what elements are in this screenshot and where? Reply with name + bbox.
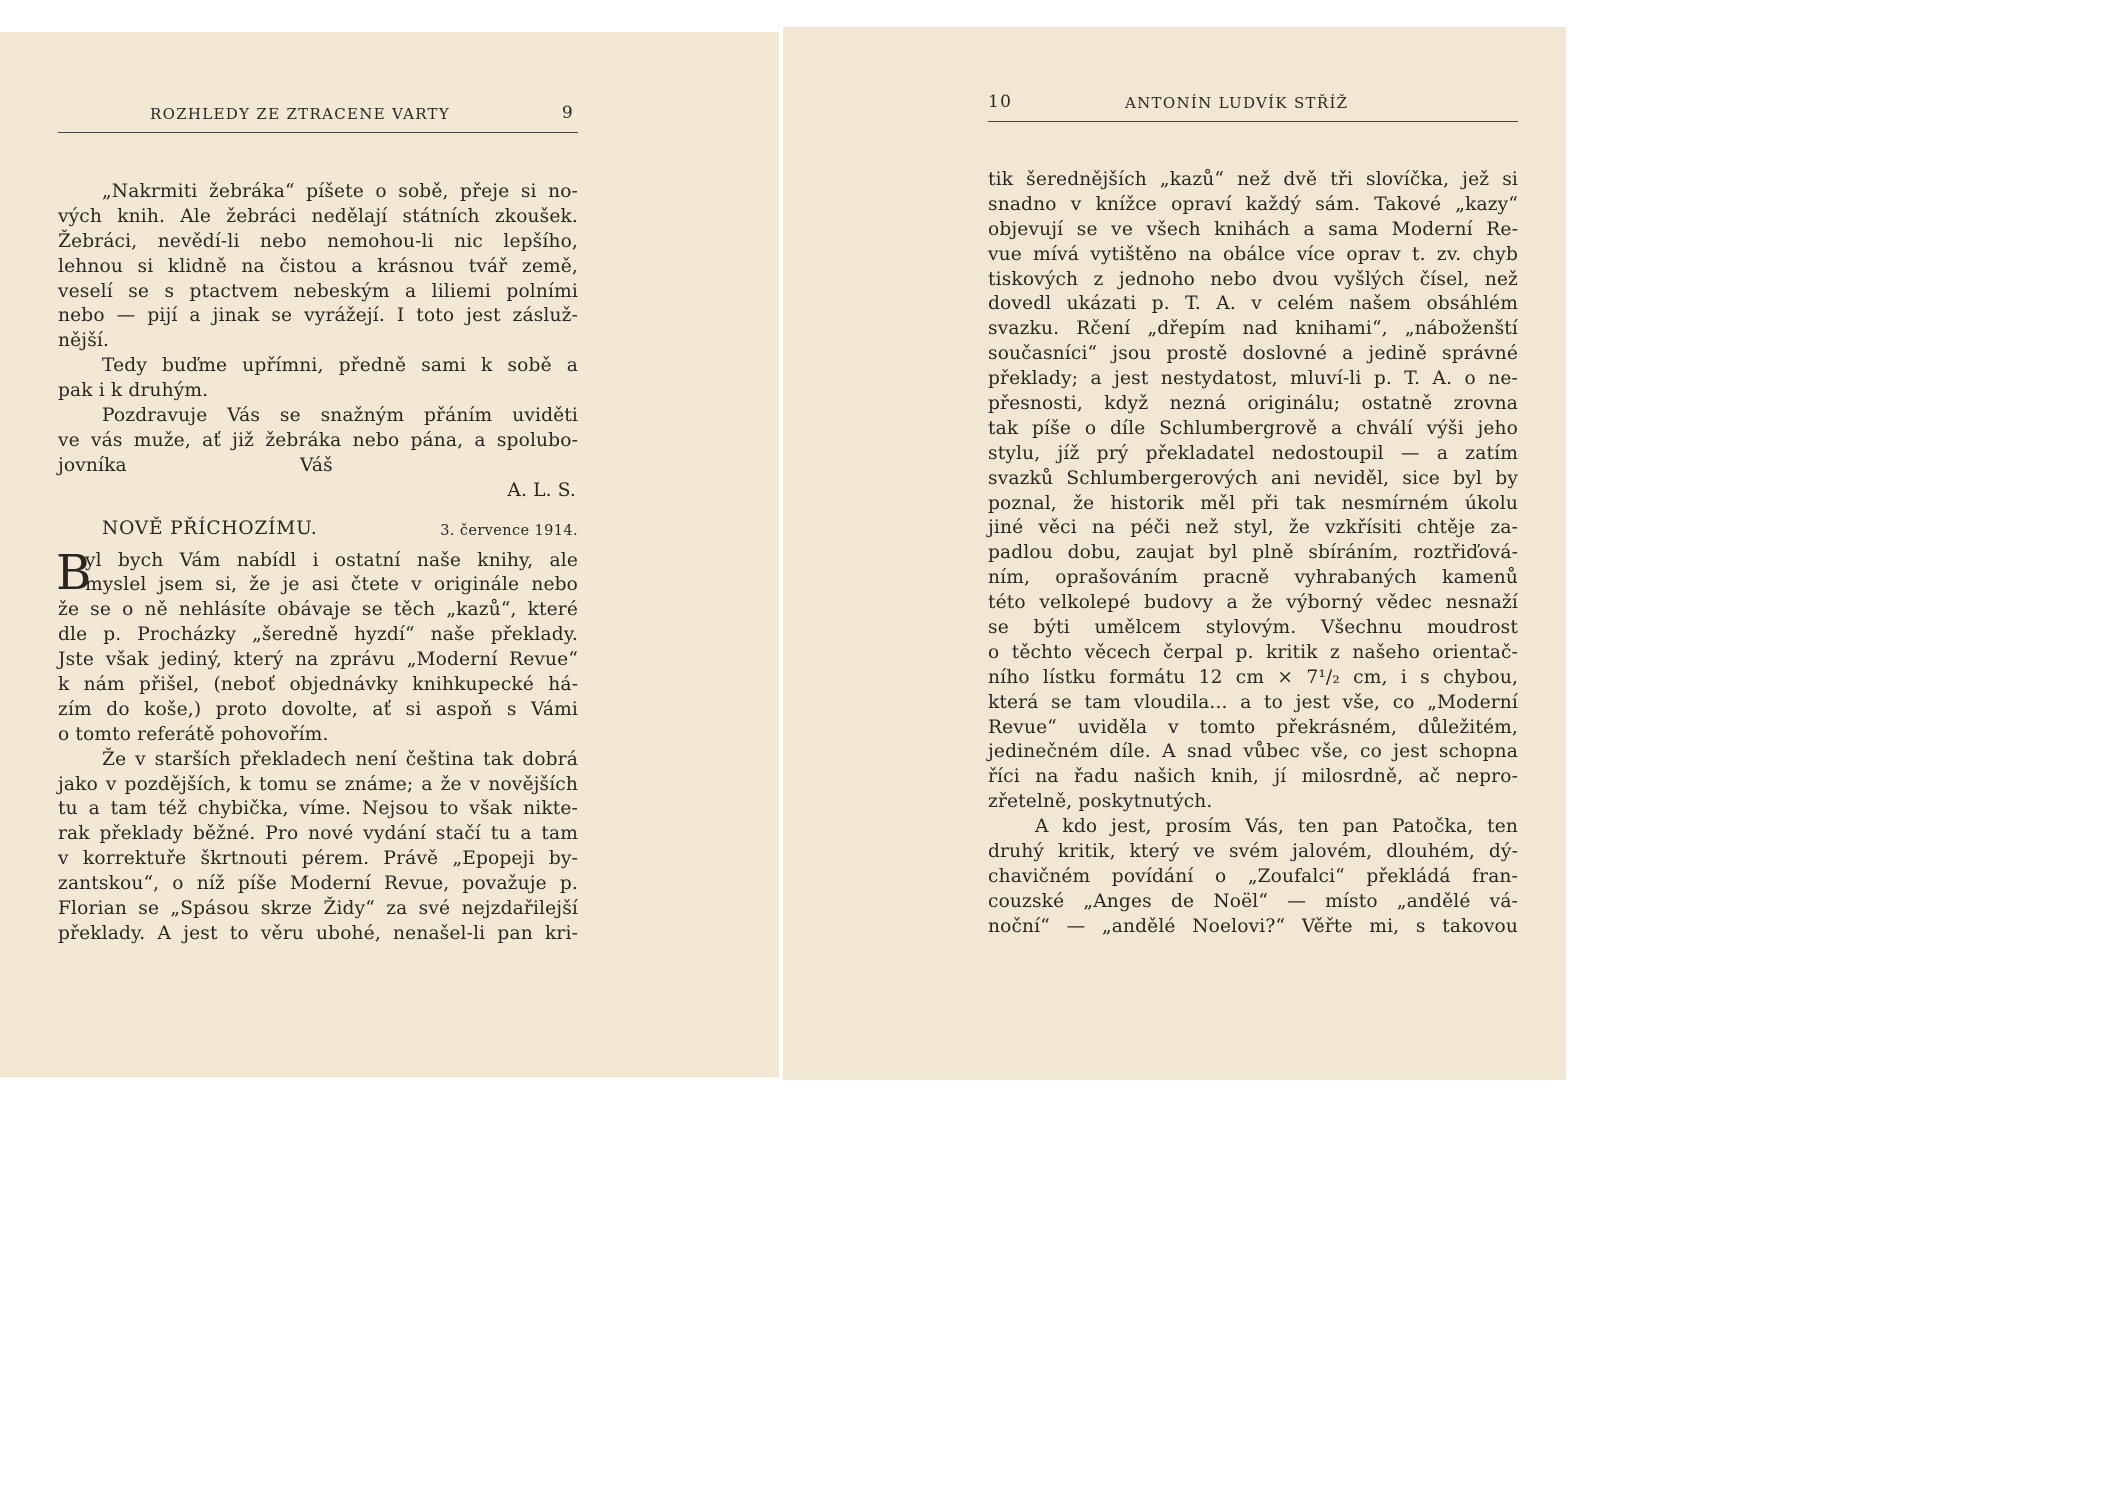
text-line: nější. xyxy=(58,330,110,352)
running-head: ANTONÍN LUDVÍK STŘÍŽ xyxy=(1125,94,1349,112)
left-body-text xyxy=(58,180,578,947)
text-line: zantskou“, o níž píše Moderní Revue, považuje p. xyxy=(58,873,578,895)
page-number: 9 xyxy=(561,103,574,123)
text-line: v korrektuře škrtnouti pérem. Právě „Epopeji by- xyxy=(58,848,578,870)
text-line: k nám přišel, (neboť objednávky knihkupecké há- xyxy=(58,674,578,696)
text-line: padlou dobu, zaujat byl plně sbíráním, roztřiďová- xyxy=(988,542,1518,564)
text-line: tik šerednějších „kazů“ než dvě tři slovíčka, jež si xyxy=(988,169,1518,190)
text-line: jedinečném díle. A snad vůbec vše, co jest schopna xyxy=(988,741,1518,763)
text-line: Tedy buďme upřímni, předně sami k sobě a xyxy=(102,355,578,377)
text-line: která se tam vloudila... a to jest vše, co „Moderní xyxy=(988,691,1518,713)
text-line: dle p. Procházky „šeredně hyzdí“ naše překlady. xyxy=(58,624,578,646)
text-line: stylu, jíž prý překladatel nedostoupil — a zatím xyxy=(988,442,1518,464)
text-line: snadno v knížce opraví každý sám. Takové „kazy“ xyxy=(988,193,1518,215)
text-line: Florian se „Spásou skrze Židy“ za své nejzdařilejší xyxy=(58,898,578,920)
text-line: A kdo jest, prosím Vás, ten pan Patočka, ten xyxy=(1035,816,1518,838)
text-line: lehnou si klidně na čistou a krásnou tvář země, xyxy=(58,255,578,277)
text-line: se býti umělcem stylovým. Všechnu moudrost xyxy=(988,617,1518,639)
text-line: ního lístku formátu 12 cm × 7¹/₂ cm, i s chybou, xyxy=(988,666,1518,688)
text-line: zřetelně, poskytnutých. xyxy=(988,791,1213,813)
drop-cap: B xyxy=(56,544,92,601)
text-line: že se o ně nehlásíte obávaje se těch „kazů“, které xyxy=(58,599,578,621)
text-line: ním, oprašováním pracně vyhrabaných kamenů xyxy=(988,567,1518,589)
right-page xyxy=(783,27,1566,1080)
text-line: druhý kritik, který ve svém jalovém, dlouhém, dý- xyxy=(988,841,1518,863)
text-line: Žebráci, nevědí-li nebo nemohou-li nic lepšího, xyxy=(58,230,578,252)
letter-heading xyxy=(58,513,578,549)
page-number: 10 xyxy=(988,92,1013,112)
text-line xyxy=(58,454,578,479)
text-line: jako v pozdějších, k tomu se známe; a že v novějších xyxy=(58,773,578,795)
right-running-header xyxy=(988,91,1518,122)
text-line: svazků Schlumbergerových ani neviděl, sice byl by xyxy=(988,467,1518,489)
left-running-header xyxy=(58,102,578,133)
text-line: tu a tam též chybička, víme. Nejsou to však nikte- xyxy=(58,798,578,820)
text-line: poznal, že historik měl při tak nesmírném úkolu xyxy=(988,492,1518,514)
text-line: přesnosti, když nezná originálu; ostatně zrovna xyxy=(988,393,1518,415)
text-line: Že v starších překladech není čeština tak dobrá xyxy=(102,748,578,770)
text-line: překlady. A jest to věru ubohé, nenašel-li pan kri- xyxy=(58,922,578,944)
text-line: dovedl ukázati p. T. A. v celém našem obsáhlém xyxy=(988,293,1518,315)
left-page xyxy=(0,32,779,1077)
text-line: současníci“ jsou prostě doslovné a jedině správné xyxy=(988,343,1518,365)
signature: A. L. S. xyxy=(507,479,576,501)
right-body-text xyxy=(988,168,1518,940)
jovnika-word: jovníka xyxy=(58,454,127,476)
text-line: zím do koše,) proto dovolte, ať si aspoň s Vámi xyxy=(58,698,578,720)
text-line: tiskových z jednoho nebo dvou vyšlých čísel, než xyxy=(988,268,1518,290)
text-line: Revue“ uviděla v tomto překrásném, důležitém, xyxy=(988,716,1518,738)
text-line: rak překlady běžné. Pro nové vydání stačí tu a tam xyxy=(58,823,578,845)
text-line: říci na řadu našich knih, jí milosrdně, ač nepro- xyxy=(988,766,1518,788)
text-line: Pozdravuje Vás se snažným přáním uviděti xyxy=(102,405,578,427)
running-head: ROZHLEDY ZE ZTRACENE VARTY xyxy=(150,105,451,123)
text-line: couzské „Anges de Noël“ — místo „andělé vá- xyxy=(988,890,1518,912)
text-line: veselí se s ptactvem nebeským a liliemi polními xyxy=(58,280,578,302)
text-line: noční“ — „andělé Noelovi?“ Věřte mi, s takovou xyxy=(988,915,1518,937)
text-line: nebo — pijí a jinak se vyrážejí. I toto jest zásluž- xyxy=(58,305,578,327)
text-line: o tomto referátě pohovořím. xyxy=(58,723,329,745)
text-line: této velkolepé budovy a že výborný vědec nesnaží xyxy=(988,592,1518,614)
text-line: vých knih. Ale žebráci nedělají státních zkoušek. xyxy=(58,205,578,227)
text-line: objevují se ve všech knihách a sama Moderní Re- xyxy=(988,218,1518,240)
text-line: jiné věci na péči než styl, že vzkřísiti chtěje za- xyxy=(988,517,1518,539)
text-line-content: yl bych Vám nabídl i ostatní naše knihy, ale xyxy=(85,549,578,571)
text-line: chavičném povídání o „Zoufalci“ překládá fran- xyxy=(988,865,1518,887)
text-line: „Nakrmiti žebráka“ píšete o sobě, přeje si no- xyxy=(102,181,578,202)
text-line: pak i k druhým. xyxy=(58,380,209,402)
text-line: myslel jsem si, že je asi čtete v originále nebo xyxy=(85,574,578,596)
letter-title: NOVĚ PŘÍCHOZÍMU. xyxy=(102,517,318,539)
text-line: svazku. Rčení „dřepím nad knihami“, „náboženští xyxy=(988,318,1518,340)
text-line: Jste však jediný, který na zprávu „Moderní Revue“ xyxy=(58,649,578,671)
text-line: tak píše o díle Schlumbergrově a chválí výši jeho xyxy=(988,417,1518,439)
closing-word: Váš xyxy=(300,454,333,476)
text-line: vue mívá vytištěno na obálce více oprav t. zv. chyb xyxy=(988,243,1518,265)
text-line: překlady; a jest nestydatost, mluví-li p. T. A. o ne- xyxy=(988,368,1518,390)
letter-date: 3. července 1914. xyxy=(440,522,578,539)
text-line: ve vás muže, ať již žebráka nebo pána, a spolubo- xyxy=(58,429,578,451)
text-line: o těchto věcech čerpal p. kritik z našeho orientač- xyxy=(988,641,1518,663)
